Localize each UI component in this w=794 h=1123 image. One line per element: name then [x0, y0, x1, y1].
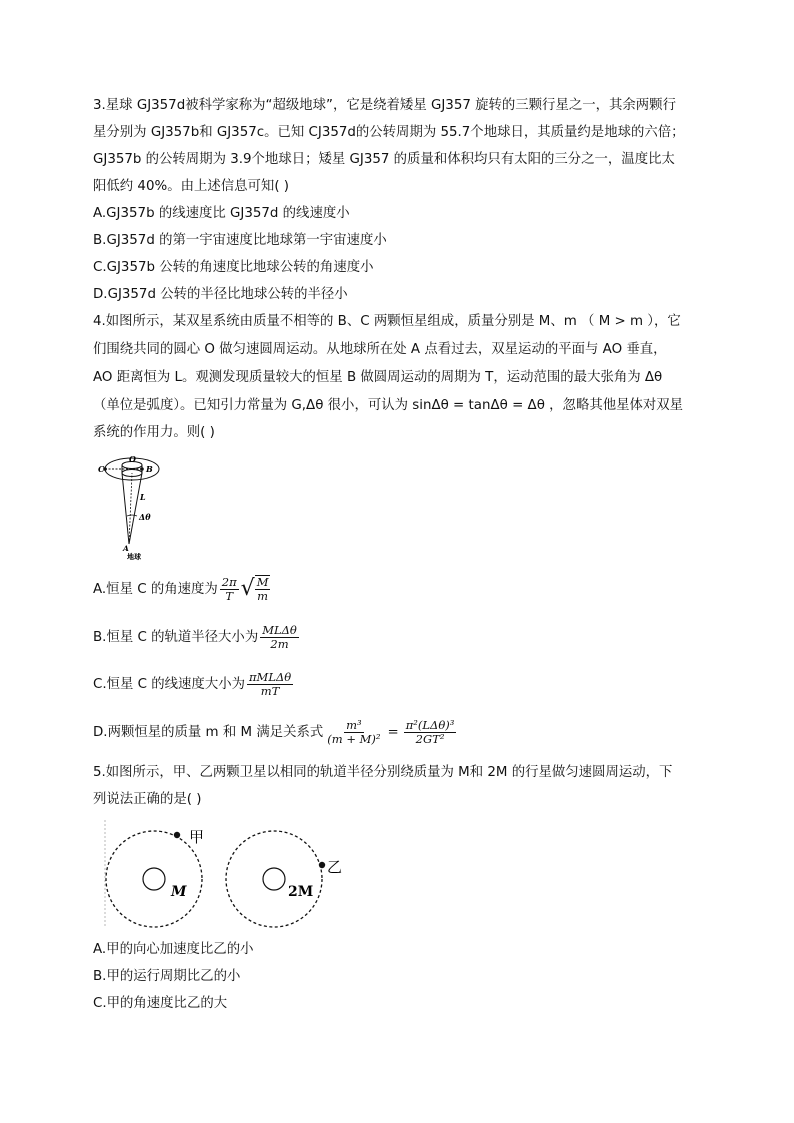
- label-earth: 地球: [127, 553, 141, 561]
- label-planet-m: M: [171, 884, 187, 900]
- q4-option-b-fraction: [260, 624, 299, 651]
- q3-stem-line-3: GJ357b 的公转周期为 3.9个地球日；矮星 GJ357 的质量和体积均只有太阳的三分之一，温度比太: [93, 152, 675, 167]
- frac-numerator: πMLΔθ: [248, 669, 292, 684]
- label-sat-yi: 乙: [327, 858, 343, 876]
- frac-numerator: π²(LΔθ)³: [405, 717, 455, 732]
- frac-denominator: 2GT²: [415, 731, 445, 746]
- q3-stem-line-2: 星分别为 GJ357b和 GJ357c。已知 CJ357d的公转周期为 55.7个地球日，其质量约是地球的六倍；: [93, 125, 685, 140]
- satellite-orbits-diagram: [95, 815, 355, 930]
- frac-denominator: T: [225, 588, 234, 603]
- q4-option-b-text: B.恒星 C 的轨道半径大小为: [93, 630, 259, 645]
- q4-option-a-fraction: [220, 576, 239, 603]
- label-planet-2m: 2M: [288, 884, 314, 900]
- q4-option-d-left-fraction: [325, 719, 382, 746]
- label-sat-jia: 甲: [189, 828, 205, 846]
- q4-option-c-fraction: [247, 671, 293, 698]
- q4-option-c: [93, 670, 295, 700]
- q4-option-a: [93, 575, 270, 605]
- frac-denominator: mT: [260, 683, 280, 698]
- q3-stem-line-4: 阳低约 40%。由上述信息可知( ): [93, 179, 290, 194]
- equals-sign: =: [387, 725, 399, 740]
- frac-numerator: 2π: [221, 574, 237, 589]
- q5-option-b: B.甲的运行周期比乙的小: [93, 969, 241, 984]
- binary-star-diagram: [96, 452, 168, 562]
- frac-denominator: m: [257, 589, 269, 603]
- q3-stem-line-1: 3.星球 GJ357d被科学家称为“超级地球”，它是绕着矮星 GJ357 旋转的三颗行星之一，其余两颗行: [93, 98, 676, 113]
- q3-option-b: B.GJ357d 的第一宇宙速度比地球第一宇宙速度小: [93, 233, 387, 248]
- q4-stem-line-5: 系统的作用力。则( ): [93, 425, 215, 440]
- frac-numerator: M: [256, 575, 269, 589]
- q3-option-d: D.GJ357d 公转的半径比地球公转的半径小: [93, 287, 348, 302]
- q4-option-d-text: D.两颗恒星的质量 m 和 M 满足关系式: [93, 725, 324, 740]
- q3-option-a: A.GJ357b 的线速度比 GJ357d 的线速度小: [93, 206, 350, 221]
- q5-stem-line-2: 列说法正确的是( ): [93, 792, 202, 807]
- frac-numerator: m³: [346, 717, 362, 732]
- q4-option-a-text: A.恒星 C 的角速度为: [93, 582, 218, 597]
- frac-numerator: MLΔθ: [262, 622, 297, 637]
- q4-stem-line-3: AO 距离恒为 L。观测发现质量较大的恒星 B 做圆周运动的周期为 T，运动范围的最大张角为 Δθ: [93, 370, 663, 385]
- q5-option-a: A.甲的向心加速度比乙的小: [93, 942, 254, 957]
- label-b: B: [146, 464, 153, 474]
- frac-denominator: 2m: [270, 636, 289, 651]
- q4-stem-line-4: （单位是弧度）。已知引力常量为 G,Δθ 很小，可认为 sinΔθ = tanΔθ = Δθ ，忽略其他星体对双星: [93, 398, 684, 413]
- q4-stem-line-2: 们围绕共同的圆心 O 做匀速圆周运动。从地球所在处 A 点看过去，双星运动的平面与 AO 垂直，: [93, 342, 667, 357]
- q5-stem-line-1: 5.如图所示，甲、乙两颗卫星以相同的轨道半径分别绕质量为 M和 2M 的行星做匀速圆周运动，下: [93, 765, 673, 780]
- label-a: A: [123, 544, 129, 553]
- q3-option-c: C.GJ357b 公转的角速度比地球公转的角速度小: [93, 260, 374, 275]
- q5-option-c: C.甲的角速度比乙的大: [93, 996, 228, 1011]
- q4-option-c-text: C.恒星 C 的线速度大小为: [93, 677, 245, 692]
- q4-option-d: [93, 718, 458, 748]
- label-o: O: [129, 454, 136, 464]
- q4-option-b: [93, 623, 301, 653]
- label-dtheta: Δθ: [139, 512, 151, 522]
- label-c: C: [98, 464, 105, 474]
- frac-denominator: (m + M)²: [327, 731, 381, 746]
- q4-stem-line-1: 4.如图所示，某双星系统由质量不相等的 B、C 两颗恒星组成，质量分别是 M、m （ M > m ），它: [93, 314, 681, 329]
- sqrt-expression: √ $\frac{M}{m}$: [240, 575, 269, 603]
- label-l: L: [140, 492, 146, 502]
- q4-option-d-right-fraction: [404, 719, 457, 746]
